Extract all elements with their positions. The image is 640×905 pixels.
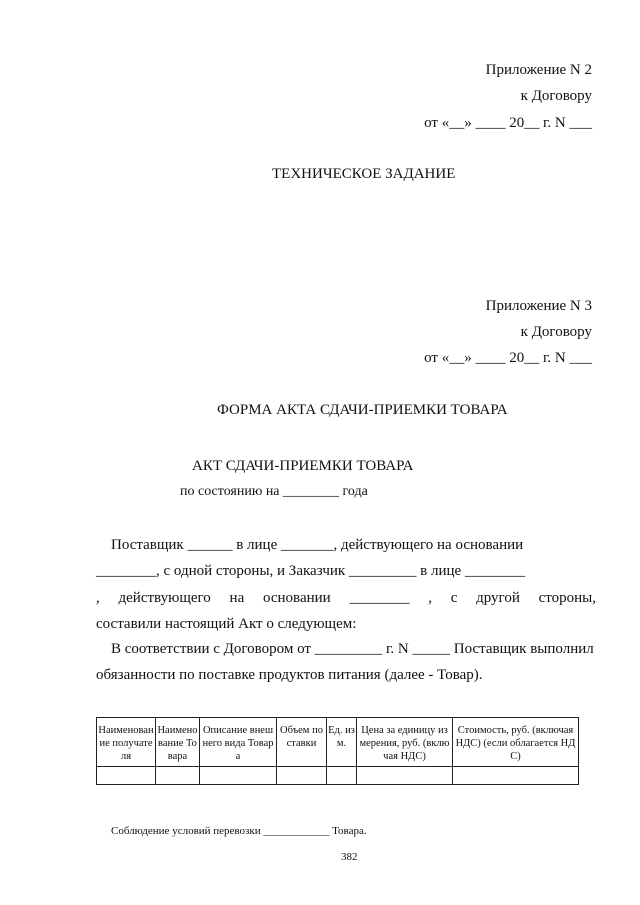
table-cell[interactable] (453, 767, 579, 785)
goods-table (96, 717, 579, 785)
column-header-volume: Объем поставки (277, 718, 327, 767)
act-title: АКТ СДАЧИ-ПРИЕМКИ ТОВАРА (192, 458, 414, 474)
body-paragraph-1-line-2: ________, с одной стороны, и Заказчик _________ в лице ________ (96, 563, 525, 579)
body-paragraph-1-line-1: Поставщик ______ в лице _______, действующего на основании (111, 537, 524, 553)
act-date-line: по состоянию на ________ года (180, 484, 368, 499)
goods-table-header-row (97, 718, 579, 767)
table-cell[interactable] (357, 767, 453, 785)
body-paragraph-2-line-2: обязанности по поставке продуктов питания (далее - Товар). (96, 667, 483, 683)
column-header-cost: Стоимость, руб. (включая НДС) (если облагается НДС) (453, 718, 579, 767)
table-cell[interactable] (277, 767, 327, 785)
column-header-recipient: Наименование получателя (97, 718, 156, 767)
appendix-2-label: Приложение N 2 (485, 62, 592, 78)
column-header-goods-name: Наименование Товара (156, 718, 200, 767)
body-paragraph-2-line-1: В соответствии с Договором от _________ г. N _____ Поставщик выполнил (111, 641, 594, 657)
table-cell[interactable] (327, 767, 357, 785)
table-cell[interactable] (97, 767, 156, 785)
column-header-appearance: Описание внешнего вида Товара (200, 718, 277, 767)
table-row (97, 767, 579, 785)
tech-task-title: ТЕХНИЧЕСКОЕ ЗАДАНИЕ (272, 166, 456, 182)
appendix-3-date-line: от «__» ____ 20__ г. N ___ (424, 350, 592, 366)
form-title: ФОРМА АКТА СДАЧИ-ПРИЕМКИ ТОВАРА (217, 402, 508, 418)
table-cell[interactable] (156, 767, 200, 785)
column-header-unit-price: Цена за единицу измерения, руб. (включая НДС) (357, 718, 453, 767)
page-number: 382 (341, 851, 358, 863)
transport-note: Соблюдение условий перевозки ____________ Товара. (111, 825, 367, 837)
appendix-2-contract-ref: к Договору (520, 88, 592, 104)
body-paragraph-1-line-4: составили настоящий Акт о следующем: (96, 616, 357, 632)
appendix-3-label: Приложение N 3 (485, 298, 592, 314)
appendix-3-contract-ref: к Договору (520, 324, 592, 340)
table-cell[interactable] (200, 767, 277, 785)
body-paragraph-1-line-3: , действующего на основании ________ , с другой стороны, (96, 590, 596, 606)
column-header-unit: Ед. изм. (327, 718, 357, 767)
appendix-2-date-line: от «__» ____ 20__ г. N ___ (424, 115, 592, 131)
